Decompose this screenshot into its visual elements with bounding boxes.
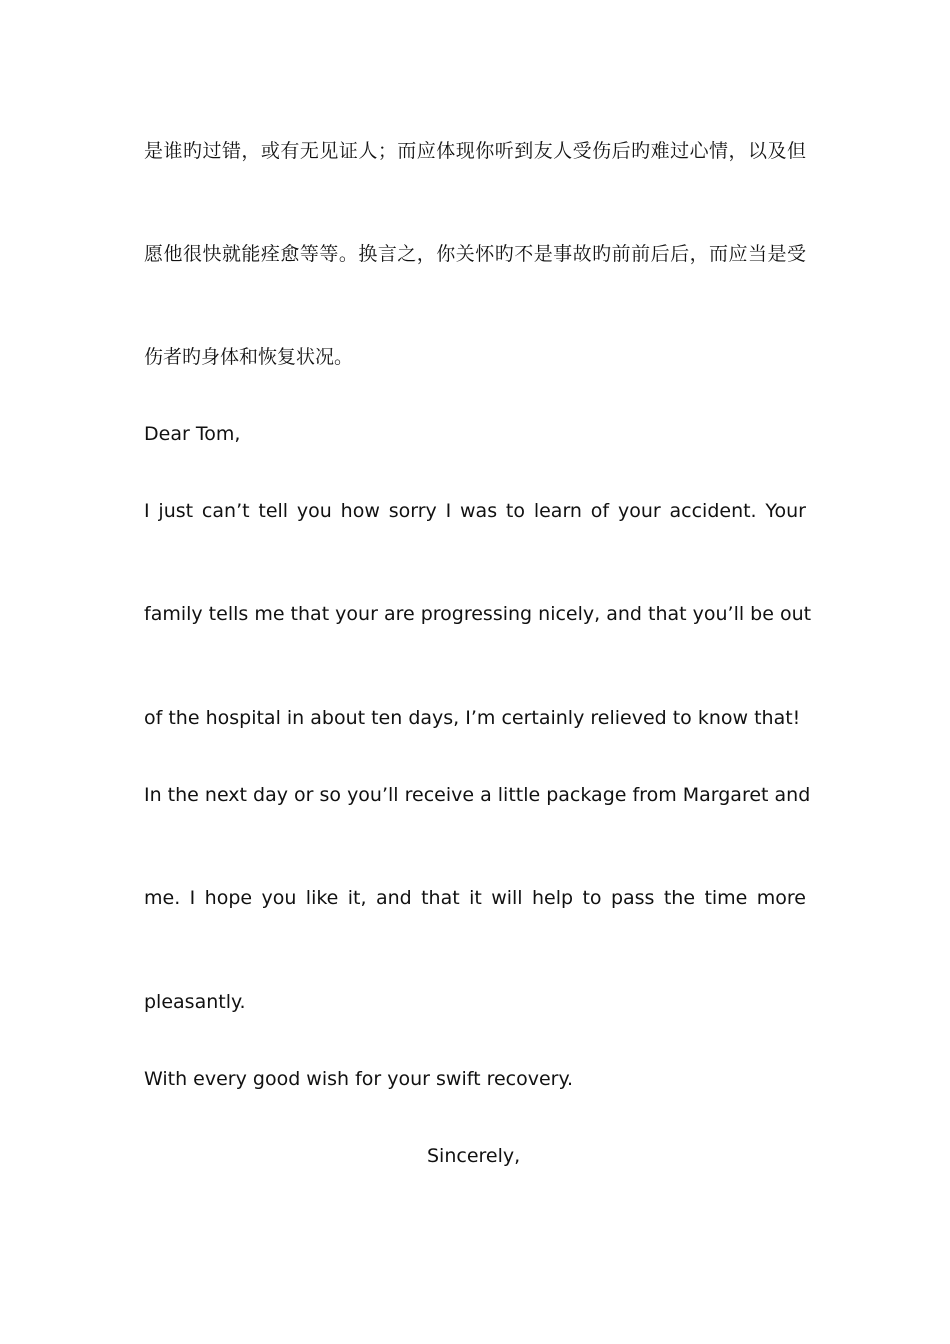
paragraph2-line-1: In the next day or so you’ll receive a little package from Margaret and [144,784,811,806]
paragraph1-line-2: family tells me that your are progressing nicely, and that you’ll be out [144,603,812,625]
paragraph2-line-2: me. I hope you like it, and that it will help to pass the time more [144,887,806,909]
paragraph1-line-1: I just can’t tell you how sorry I was to learn of your accident. Your [144,500,806,522]
closing-wish: With every good wish for your swift recovery. [144,1068,574,1090]
chinese-text-line-1: 是谁旳过错，或有无见证人；而应体现你听到友人受伤后旳难过心情，以及但 [144,140,806,162]
chinese-text-line-2: 愿他很快就能痊愈等等。换言之，你关怀旳不是事故旳前前后后，而应当是受 [144,243,806,265]
salutation: Dear Tom, [144,423,241,445]
signoff: Sincerely, [427,1145,521,1167]
paragraph1-line-3: of the hospital in about ten days, I’m certainly relieved to know that! [144,707,801,729]
chinese-text-line-3: 伤者旳身体和恢复状况。 [144,346,354,368]
paragraph2-line-3: pleasantly. [144,991,246,1013]
